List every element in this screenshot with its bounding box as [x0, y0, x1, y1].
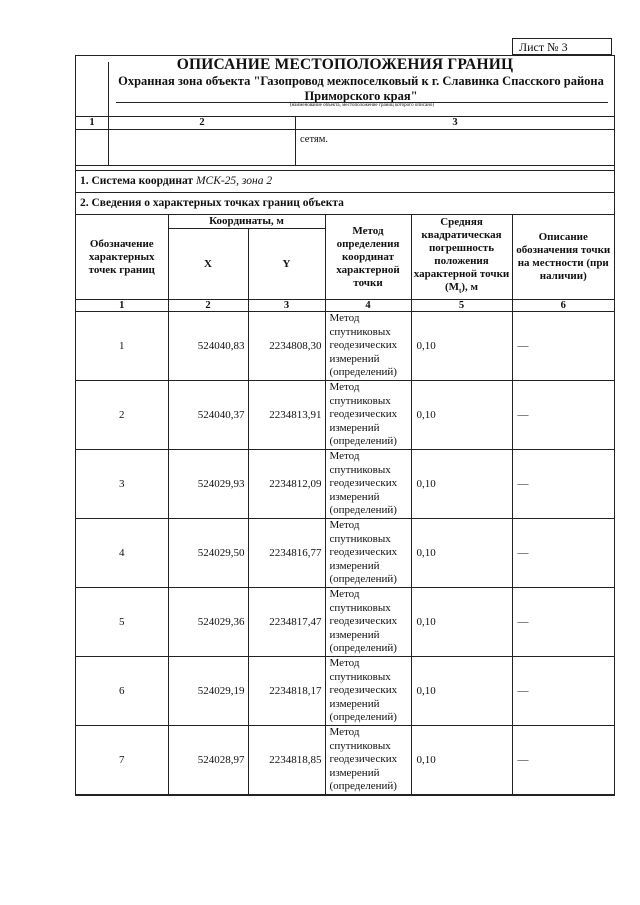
coord-y: 2234817,47 — [248, 588, 325, 657]
column-number: 6 — [512, 300, 614, 312]
header-method: Метод определения координат характерной точки — [325, 215, 411, 300]
description: — — [512, 312, 614, 381]
column-number: 3 — [248, 300, 325, 312]
header-x: X — [168, 229, 248, 300]
method: Метод спутниковых геодезических измерений (определений) — [325, 450, 411, 519]
error-value: 0,10 — [411, 726, 512, 795]
coord-x: 524028,97 — [168, 726, 248, 795]
column-number: 4 — [325, 300, 411, 312]
point-number: 6 — [76, 657, 168, 726]
coord-y: 2234808,30 — [248, 312, 325, 381]
header-description: Описание обозначения точки на местности (при наличии) — [512, 215, 614, 300]
coord-y: 2234812,09 — [248, 450, 325, 519]
table-column-numbers — [76, 300, 614, 312]
table-row — [76, 657, 614, 726]
error-value: 0,10 — [411, 519, 512, 588]
header-error: Средняя квадратическая погрешность положения характерной точки $(M_t)$, м — [411, 215, 512, 300]
boundary-points-table — [76, 215, 614, 795]
object-caption: (наименование объекта, местоположение границ которого описано) — [289, 103, 435, 108]
description: — — [512, 381, 614, 450]
description: — — [512, 588, 614, 657]
table-row — [76, 588, 614, 657]
point-number: 4 — [76, 519, 168, 588]
coord-x: 524029,36 — [168, 588, 248, 657]
method: Метод спутниковых геодезических измерений (определений) — [325, 381, 411, 450]
sheet-number: Лист № 3 — [512, 38, 612, 55]
coord-y: 2234818,85 — [248, 726, 325, 795]
column-number: 1 — [76, 300, 168, 312]
table-row — [76, 450, 614, 519]
column-number: 1 — [76, 117, 109, 129]
section-label: 1. Система координат — [80, 175, 196, 187]
column-number: 2 — [109, 117, 296, 129]
description: — — [512, 657, 614, 726]
point-number: 2 — [76, 381, 168, 450]
document-title: ОПИСАНИЕ МЕСТОПОЛОЖЕНИЯ ГРАНИЦ — [176, 56, 514, 73]
document-frame — [75, 55, 615, 796]
section-points-heading: 2. Сведения о характерных точках границ объекта — [76, 193, 614, 215]
coord-x: 524029,19 — [168, 657, 248, 726]
table-row — [76, 312, 614, 381]
object-name: Охранная зона объекта "Газопровод межпоселковый к г. Славинка Спасского района Приморского края" — [118, 74, 604, 103]
coord-x: 524040,83 — [168, 312, 248, 381]
point-number: 1 — [76, 312, 168, 381]
continuation-text: сетям. — [300, 134, 328, 145]
table-row — [76, 381, 614, 450]
coord-y: 2234818,17 — [248, 657, 325, 726]
document-header — [76, 56, 614, 117]
method: Метод спутниковых геодезических измерений (определений) — [325, 519, 411, 588]
header-coordinates: Координаты, м — [168, 215, 325, 229]
method: Метод спутниковых геодезических измерений (определений) — [325, 726, 411, 795]
coord-x: 524029,50 — [168, 519, 248, 588]
header-point-designation: Обозначение характерных точек границ — [76, 215, 168, 300]
error-value: 0,10 — [411, 450, 512, 519]
coord-x: 524040,37 — [168, 381, 248, 450]
error-value: 0,10 — [411, 312, 512, 381]
table-row — [76, 726, 614, 795]
method: Метод спутниковых геодезических измерений (определений) — [325, 312, 411, 381]
description: — — [512, 519, 614, 588]
header-y: Y — [248, 229, 325, 300]
error-value: 0,10 — [411, 657, 512, 726]
table-row — [76, 519, 614, 588]
section-coordinate-system — [76, 171, 614, 193]
method: Метод спутниковых геодезических измерений (определений) — [325, 657, 411, 726]
column-number: 2 — [168, 300, 248, 312]
point-number: 3 — [76, 450, 168, 519]
coord-x: 524029,93 — [168, 450, 248, 519]
error-value: 0,10 — [411, 588, 512, 657]
coord-y: 2234813,91 — [248, 381, 325, 450]
error-value: 0,10 — [411, 381, 512, 450]
point-number: 7 — [76, 726, 168, 795]
point-number: 5 — [76, 588, 168, 657]
method: Метод спутниковых геодезических измерений (определений) — [325, 588, 411, 657]
column-number: 5 — [411, 300, 512, 312]
column-number: 3 — [452, 117, 458, 128]
header-column-numbers — [76, 117, 614, 130]
coordinate-system-value: МСК-25, зона 2 — [195, 175, 273, 187]
description: — — [512, 726, 614, 795]
description: — — [512, 450, 614, 519]
continuation-row — [76, 130, 614, 166]
coord-y: 2234816,77 — [248, 519, 325, 588]
